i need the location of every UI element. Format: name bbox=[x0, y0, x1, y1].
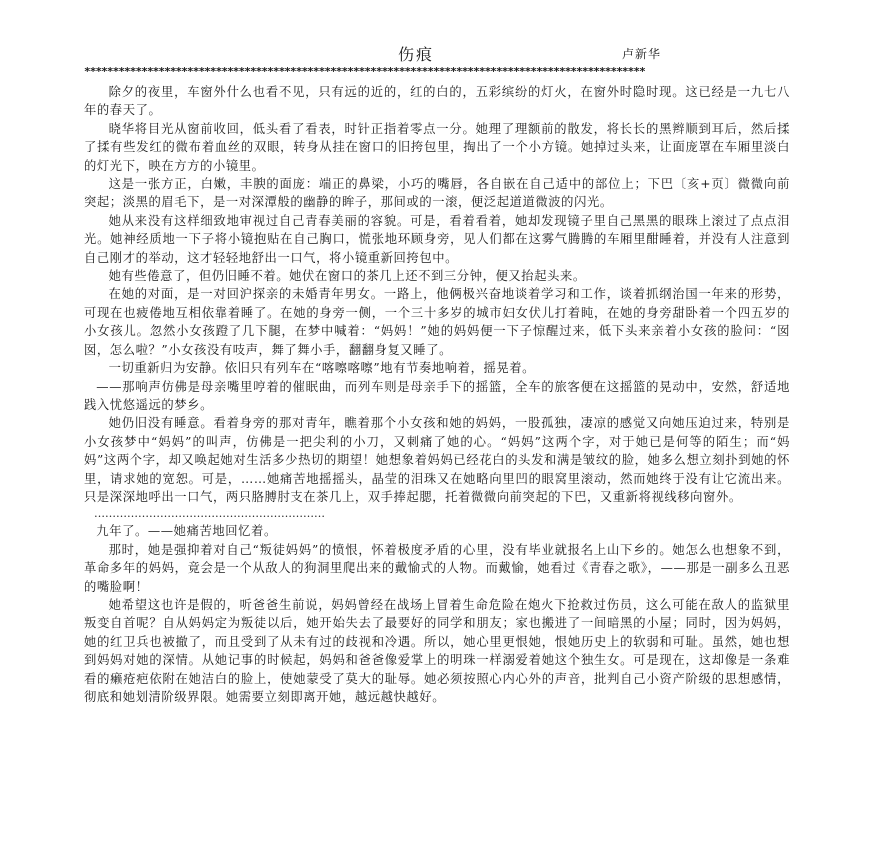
paragraph: 九年了。——她痛苦地回忆着。 bbox=[96, 524, 277, 539]
paragraph: 她从来没有这样细致地审视过自己青春美丽的容貌。可是，看着看着，她却发现镜子里自己黑黑的眼珠上滚过了点点泪光。她神经质地一下子将小镜抱贴在自己胸口，慌张地环顾身旁，见人们都在这雾气腾腾的车厢里酣睡着，并没有人注意到自己刚才的举动，这才轻轻地舒出一口气，将小镜重新回挎包中。 bbox=[84, 213, 790, 265]
header bbox=[84, 42, 790, 64]
paragraph: 在她的对面，是一对回沪探亲的未婚青年男女。一路上，他俩极兴奋地谈着学习和工作，谈着抓纲治国一年来的形势，可现在也疲倦地互相依靠着睡了。在她的身旁一侧，一个三十多岁的城市妇女伏儿打着盹，在她的身旁甜卧着一个四五岁的小女孩儿。忽然小女孩蹬了几下腿，在梦中喊着：“妈妈！”她的妈妈便一下子惊醒过来，低下头来亲着小女孩的脸问：“囡囡，怎么啦？”小女孩没有吱声，舞了舞小手，翻翻身复又睡了。 bbox=[84, 287, 790, 357]
paragraph: 她希望这也许是假的，听爸爸生前说，妈妈曾经在战场上冒着生命危险在炮火下抢救过伤员，这么可能在敌人的监狱里叛变自首呢？自从妈妈定为叛徒以后，她开始失去了最要好的同学和朋友；家也搬进了一间暗黑的小屋；同时，因为妈妈，她的红卫兵也被撤了，而且受到了从未有过的歧视和冷遇。所以，她心里更恨她，恨她历史上的软弱和可耻。虽然，她也想到妈妈对她的深情。从她记事的时候起，妈妈和爸爸像爱掌上的明珠一样溺爱着她这个独生女。可是现在，这却像是一条难看的癞疮疤依附在她洁白的脸上，使她蒙受了莫大的耻辱。她必须按照心内心外的声音，批判自己小资产阶级的思想感情，彻底和她划清阶级界限。她需要立刻即离开她，越远越快越好。 bbox=[84, 597, 790, 704]
paragraph: 晓华将目光从窗前收回，低头看了看表，时针正指着零点一分。她理了理额前的散发，将长长的黑辫顺到耳后，然后揉了揉有些发红的微布着血丝的双眼，转身从挂在窗口的旧挎包里，掏出了一个小方镜。她掉过头来，让面庞罩在车厢里淡白的灯光下，映在方方的小镜里。 bbox=[84, 121, 790, 173]
paragraph: ——那响声仿佛是母亲嘴里哼着的催眠曲，而列车则是母亲手下的摇篮，全车的旅客便在这摇篮的晃动中，安然，舒适地践入忧悠遥远的梦乡。 bbox=[84, 379, 790, 412]
document-page bbox=[84, 42, 790, 706]
section-separator: ……………………………………………………… bbox=[94, 507, 325, 521]
paragraph: 那时，她是强抑着对自己“叛徒妈妈”的愤恨，怀着极度矛盾的心里，没有毕业就报名上山下乡的。她怎么也想象不到，革命多年的妈妈，竟会是一个从敌人的狗洞里爬出来的戴愉式的人物。而戴愉，她看过《青春之歌》，——那是一副多么丑恶的嘴脸啊！ bbox=[84, 542, 790, 594]
star-divider: ************************************************************************************************** bbox=[84, 65, 645, 78]
story-title: 伤痕 bbox=[398, 45, 435, 64]
paragraph: 这是一张方正，白嫩，丰腴的面庞：端正的鼻梁，小巧的嘴唇，各自嵌在自己适中的部位上；下巴〔亥+页〕微微向前突起；淡黑的眉毛下，是一对深潭般的幽静的眸子，那间或的一滚，便泛起道道微波的闪光。 bbox=[84, 177, 790, 210]
paragraph: 一切重新归为安静。依旧只有列车在“喀嚓喀嚓”地有节奏地响着，摇晃着。 bbox=[108, 361, 536, 376]
paragraph: 除夕的夜里，车窗外什么也看不见，只有远的近的，红的白的，五彩缤纷的灯火，在窗外时隐时现。这已经是一九七八年的春天了。 bbox=[84, 85, 790, 118]
story-body bbox=[84, 83, 790, 706]
paragraph: 她有些倦意了，但仍旧睡不着。她伏在窗口的茶几上还不到三分钟，便又抬起头来。 bbox=[108, 269, 586, 284]
author-name: 卢新华 bbox=[622, 47, 662, 61]
paragraph: 她仍旧没有睡意。看着身旁的那对青年，瞧着那个小女孩和她的妈妈，一股孤独，凄凉的感觉又向她压迫过来，特别是小女孩梦中“妈妈”的叫声，仿佛是一把尖利的小刀，又刺痛了她的心。“妈妈”这两个字，对于她已是何等的陌生；而“妈妈”这两个字，却又唤起她对生活多少热切的期望！她想象着妈妈已经花白的头发和满是皱纹的脸，她多么想立刻扑到她的怀里，请求她的宽恕。可是，……她痛苦地摇摇头，晶莹的泪珠又在她略向里凹的眼窝里滚动，然而她终于没有让它流出来。只是深深地呼出一口气，两只胳膊肘支在茶几上，双手捧起腮，托着微微向前突起的下巴，又重新将视线移向窗外。 bbox=[84, 416, 790, 504]
